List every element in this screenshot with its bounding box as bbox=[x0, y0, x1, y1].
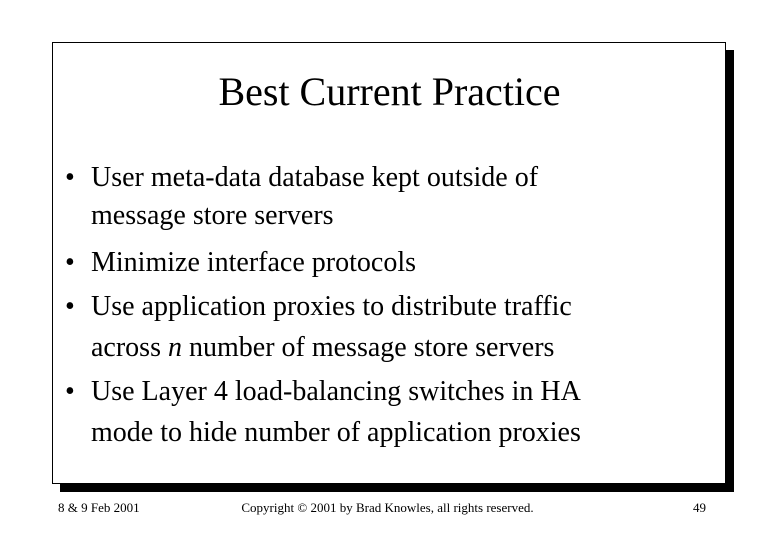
bullet-text-line: User meta-data database kept outside of bbox=[91, 162, 539, 193]
bullet-text-line: Use application proxies to distribute traffic bbox=[91, 291, 572, 322]
footer-date: 8 & 9 Feb 2001 bbox=[58, 500, 140, 515]
footer-copyright: Copyright © 2001 by Brad Knowles, all rights reserved. bbox=[241, 500, 534, 515]
slide-title: Best Current Practice bbox=[218, 69, 561, 114]
bullet-icon: • bbox=[65, 291, 75, 322]
bullet-text-line bbox=[91, 328, 554, 368]
bullet-icon: • bbox=[65, 376, 75, 407]
page-number: 49 bbox=[693, 500, 706, 515]
bullet-text-line: Use Layer 4 load-balancing switches in HA bbox=[91, 376, 581, 407]
bullet-icon: • bbox=[65, 162, 75, 193]
bullet-text-segment: number of message store servers bbox=[181, 332, 555, 363]
bullet-text-line: mode to hide number of application proxies bbox=[91, 417, 581, 448]
bullet-text-line: Minimize interface protocols bbox=[91, 247, 416, 278]
italic-variable: n bbox=[167, 332, 182, 363]
bullet-text-line: message store servers bbox=[91, 200, 334, 231]
bullet-text-segment: across bbox=[91, 332, 168, 363]
bullet-icon: • bbox=[65, 247, 75, 278]
